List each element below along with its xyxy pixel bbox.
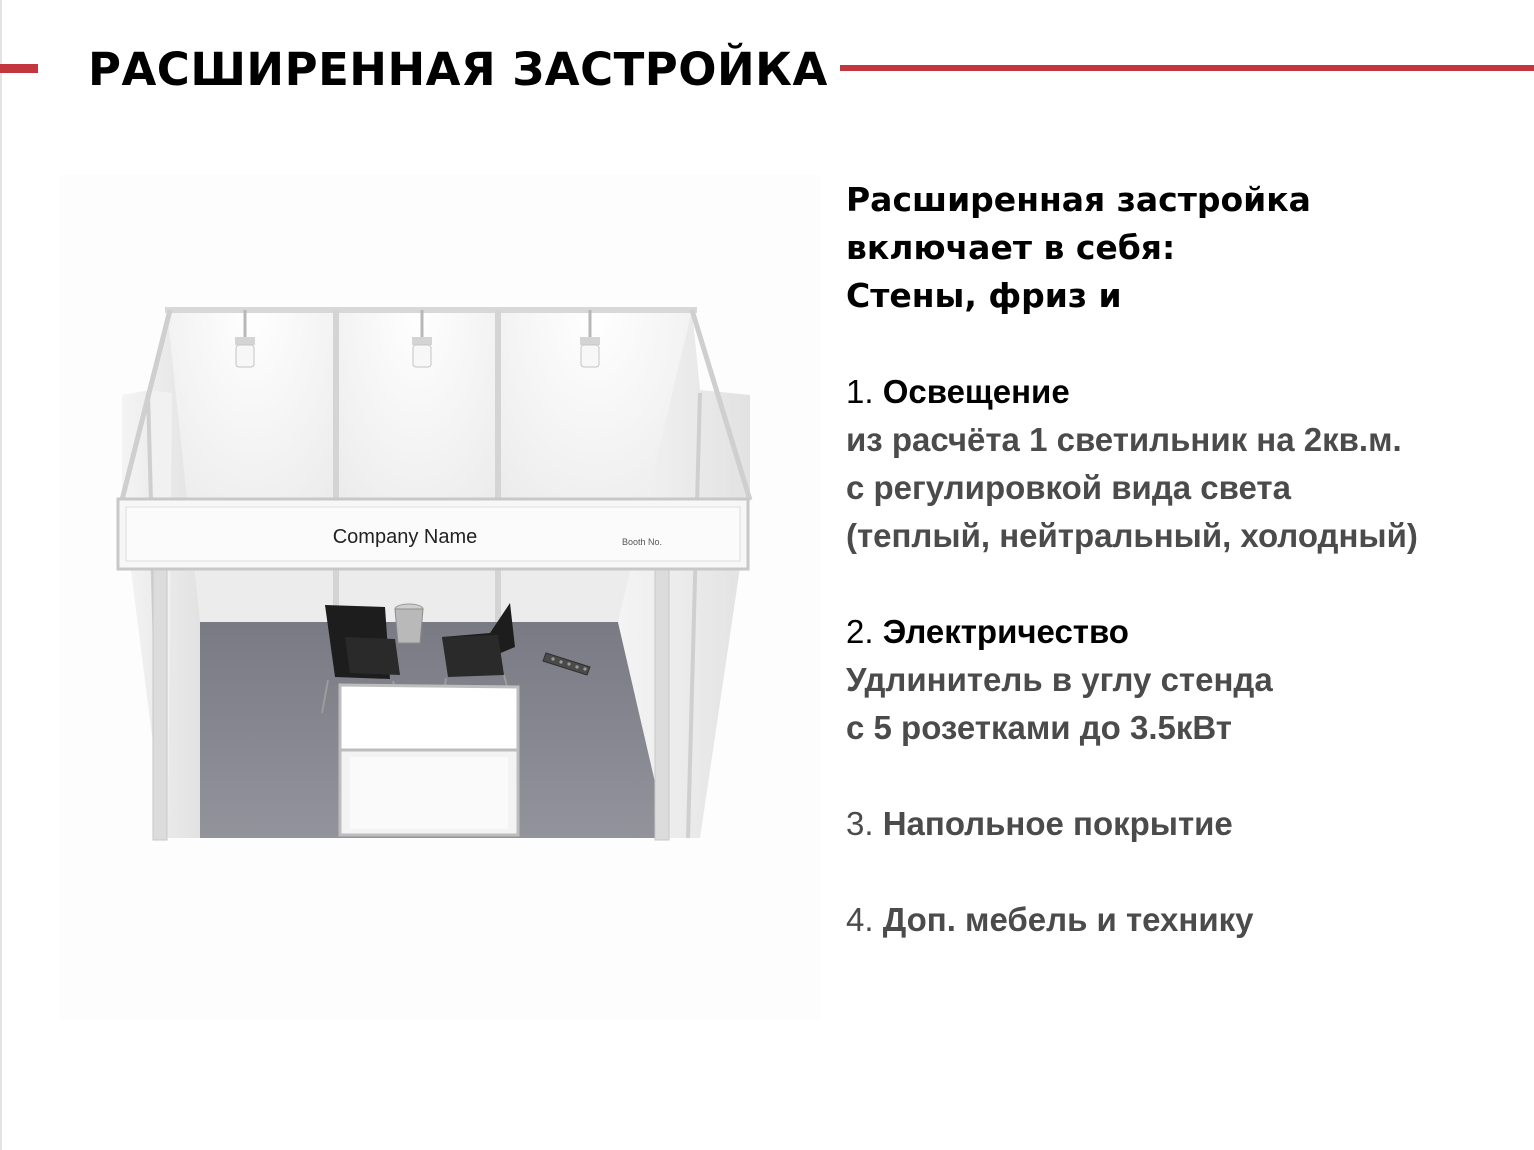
title-accent-left (0, 64, 38, 73)
waste-bin-icon (395, 604, 423, 643)
intro-line: включает в себя: (846, 228, 1176, 267)
feature-number: 4. (846, 901, 874, 938)
feature-item-flooring (846, 800, 1506, 848)
title-accent-right (840, 65, 1534, 71)
left-edge-line (0, 0, 2, 1150)
feature-heading (846, 800, 1506, 848)
feature-heading (846, 896, 1506, 944)
slide-title: РАСШИРЕННАЯ ЗАСТРОЙКА (88, 43, 828, 96)
feature-title: Освещение (882, 373, 1070, 410)
feature-number: 1. (846, 373, 874, 410)
feature-heading (846, 368, 1506, 416)
feature-detail: с регулировкой вида света (846, 469, 1291, 506)
feature-item-electricity (846, 608, 1506, 752)
intro-block (846, 176, 1506, 320)
feature-detail: с 5 розетками до 3.5кВт (846, 709, 1232, 746)
feature-detail: из расчёта 1 светильник на 2кв.м. (846, 421, 1402, 458)
feature-item-furniture (846, 896, 1506, 944)
reception-counter-icon (340, 685, 518, 835)
features-text (846, 176, 1506, 944)
booth-illustration (60, 175, 820, 1020)
intro-line: Расширенная застройка (846, 180, 1311, 219)
feature-detail: Удлинитель в углу стенда (846, 661, 1273, 698)
fascia-booth-number: Booth No. (621, 537, 663, 547)
feature-detail: (теплый, нейтральный, холодный) (846, 517, 1418, 554)
feature-number: 3. (846, 805, 874, 842)
feature-number: 2. (846, 613, 874, 650)
intro-line: Стены, фриз и (846, 276, 1122, 315)
fascia-company-name: Company Name (332, 526, 478, 548)
feature-heading (846, 608, 1506, 656)
feature-title: Электричество (882, 613, 1129, 650)
feature-title: Доп. мебель и технику (882, 901, 1254, 938)
feature-title: Напольное покрытие (882, 805, 1233, 842)
feature-item-lighting (846, 368, 1506, 560)
fascia-panel (118, 499, 748, 569)
